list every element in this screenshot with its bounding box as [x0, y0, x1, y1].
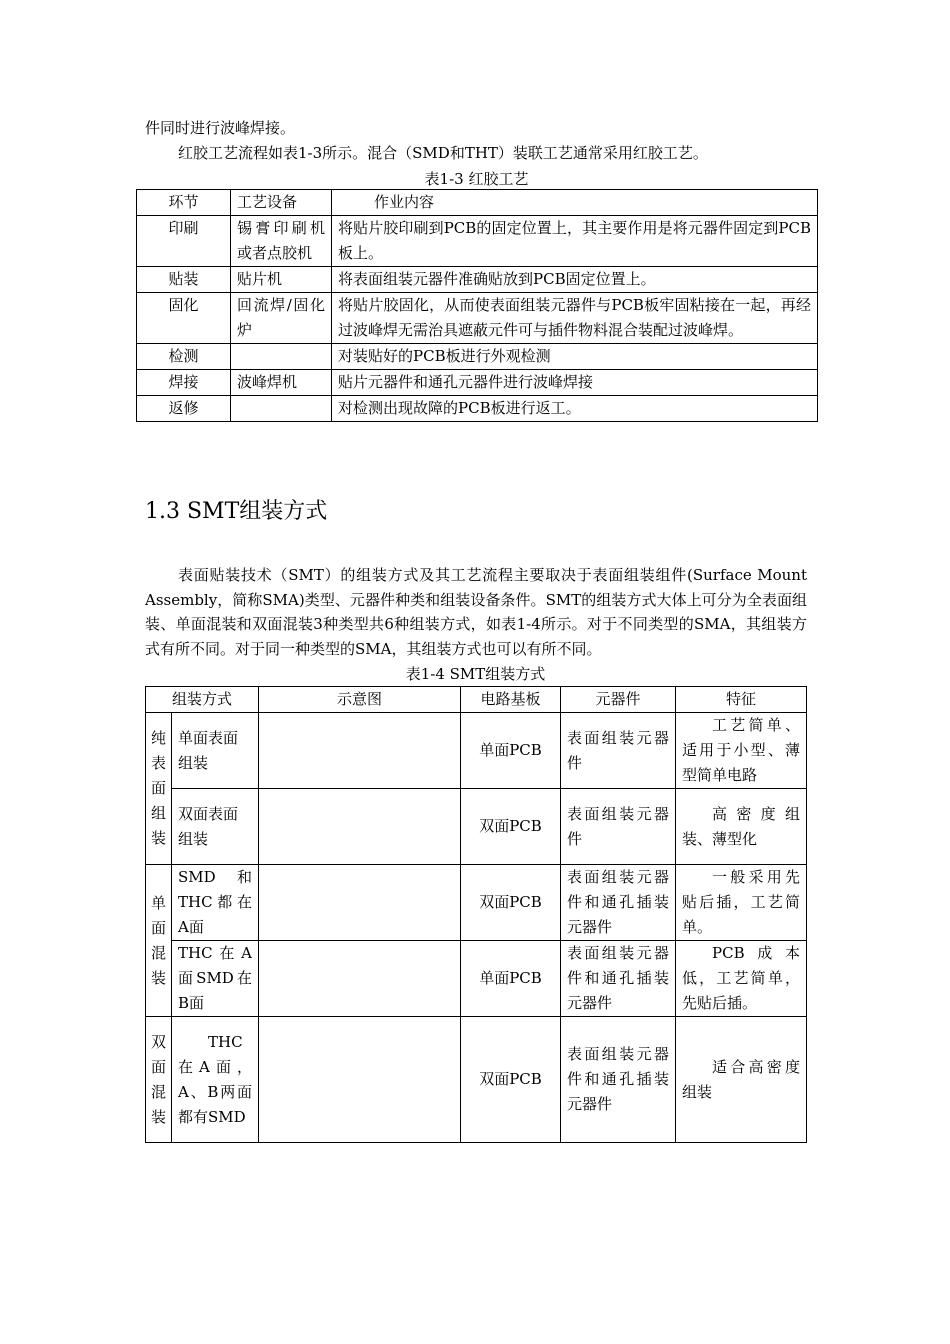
mode-cell: 单面表面组装 — [172, 713, 259, 789]
step-cell: 焊接 — [137, 370, 231, 396]
equipment-cell: 波峰焊机 — [231, 370, 332, 396]
step-cell: 印刷 — [137, 216, 231, 267]
equipment-cell: 回流焊/固化炉 — [231, 293, 332, 344]
group-cell — [146, 713, 172, 865]
header-cell: 特征 — [676, 687, 807, 713]
diagram-cell — [259, 789, 461, 865]
content-cell: 对检测出现故障的PCB板进行返工。 — [332, 396, 818, 422]
header-cell: 工艺设备 — [231, 190, 332, 216]
content-cell: 将表面组装元器件准确贴放到PCB固定位置上。 — [332, 267, 818, 293]
diagram-cell — [259, 713, 461, 789]
board-cell: 单面PCB — [461, 941, 561, 1017]
table-row — [146, 941, 807, 1017]
table-row — [137, 293, 818, 344]
components-cell: 表面组装元器件和通孔插装元器件 — [561, 1017, 676, 1143]
equipment-cell — [231, 396, 332, 422]
table-row — [146, 713, 807, 789]
equipment-cell — [231, 344, 332, 370]
step-cell: 贴装 — [137, 267, 231, 293]
section-paragraph: 表面贴装技术（SMT）的组装方式及其工艺流程主要取决于表面组装组件(Surface Mount Assembly，简称SMA)类型、元器件种类和组装设备条件。SMT的组装方式大体上可分为全表面组装、单面混装和双面混装3种类型共6种组装方式，如表1-4所示。对于不同类型的SMA，其组装方式有所不同。对于同一种类型的SMA，其组装方式也可以有所不同。 — [145, 566, 807, 658]
group-cell — [146, 1017, 172, 1143]
table-1-4-caption: 表1-4 SMT组装方式 — [405, 665, 546, 683]
table-1-4 — [145, 686, 807, 1143]
table-row — [137, 216, 818, 267]
components-cell: 表面组装元器件 — [561, 713, 676, 789]
diagram-cell — [259, 1017, 461, 1143]
board-cell: 双面PCB — [461, 865, 561, 941]
header-cell: 示意图 — [259, 687, 461, 713]
header-cell: 作业内容 — [332, 190, 818, 216]
continuation-text: 件同时进行波峰焊接。 — [145, 119, 296, 137]
equipment-cell: 锡膏印刷机或者点胶机 — [231, 216, 332, 267]
content-cell: 对装贴好的PCB板进行外观检测 — [332, 344, 818, 370]
components-cell: 表面组装元器件和通孔插装元器件 — [561, 865, 676, 941]
diagram-cell — [259, 865, 461, 941]
header-cell: 电路基板 — [461, 687, 561, 713]
group-cell — [146, 865, 172, 1017]
diagram-cell — [259, 941, 461, 1017]
feature-cell: PCB成本低，工艺简单，先贴后插。 — [676, 941, 807, 1017]
table-1-3 — [136, 189, 818, 422]
mode-cell: SMD和THC都在A面 — [172, 865, 259, 941]
feature-cell: 工艺简单、适用于小型、薄型简单电路 — [676, 713, 807, 789]
content-cell: 将贴片胶印刷到PCB的固定位置上，其主要作用是将元器件固定到PCB板上。 — [332, 216, 818, 267]
table-header-row — [146, 687, 807, 713]
group-label: 单面混装 — [151, 893, 167, 987]
table-row — [137, 267, 818, 293]
header-cell: 组装方式 — [146, 687, 259, 713]
table-row — [137, 396, 818, 422]
table-row — [137, 370, 818, 396]
step-cell: 返修 — [137, 396, 231, 422]
content-cell: 将贴片胶固化，从而使表面组装元器件与PCB板牢固粘接在一起，再经过波峰焊无需治具遮蔽元件可与插件物料混合装配过波峰焊。 — [332, 293, 818, 344]
step-cell: 固化 — [137, 293, 231, 344]
feature-cell: 高密度组装、薄型化 — [676, 789, 807, 865]
board-cell: 双面PCB — [461, 789, 561, 865]
intro-paragraph: 红胶工艺流程如表1-3所示。混合（SMD和THT）装联工艺通常采用红胶工艺。 — [178, 144, 708, 162]
header-cell: 环节 — [137, 190, 231, 216]
components-cell: 表面组装元器件 — [561, 789, 676, 865]
group-label: 纯表面组装 — [151, 729, 167, 847]
section-heading: 1.3 SMT组装方式 — [145, 499, 328, 524]
table-row — [137, 344, 818, 370]
components-cell: 表面组装元器件和通孔插装元器件 — [561, 941, 676, 1017]
equipment-cell: 贴片机 — [231, 267, 332, 293]
table-row — [146, 789, 807, 865]
table-row — [146, 1017, 807, 1143]
mode-cell: THC在A面SMD在B面 — [172, 941, 259, 1017]
table-header-row — [137, 190, 818, 216]
step-cell: 检测 — [137, 344, 231, 370]
table-1-3-caption: 表1-3 红胶工艺 — [424, 170, 529, 188]
table-row — [146, 865, 807, 941]
mode-cell: 双面表面组装 — [172, 789, 259, 865]
mode-cell: THC在A面，A、B两面都有SMD — [172, 1017, 259, 1143]
group-label: 双面混装 — [151, 1032, 167, 1126]
header-cell: 元器件 — [561, 687, 676, 713]
board-cell: 单面PCB — [461, 713, 561, 789]
board-cell: 双面PCB — [461, 1017, 561, 1143]
feature-cell: 一般采用先贴后插，工艺简单。 — [676, 865, 807, 941]
feature-cell: 适合高密度组装 — [676, 1017, 807, 1143]
content-cell: 贴片元器件和通孔元器件进行波峰焊接 — [332, 370, 818, 396]
